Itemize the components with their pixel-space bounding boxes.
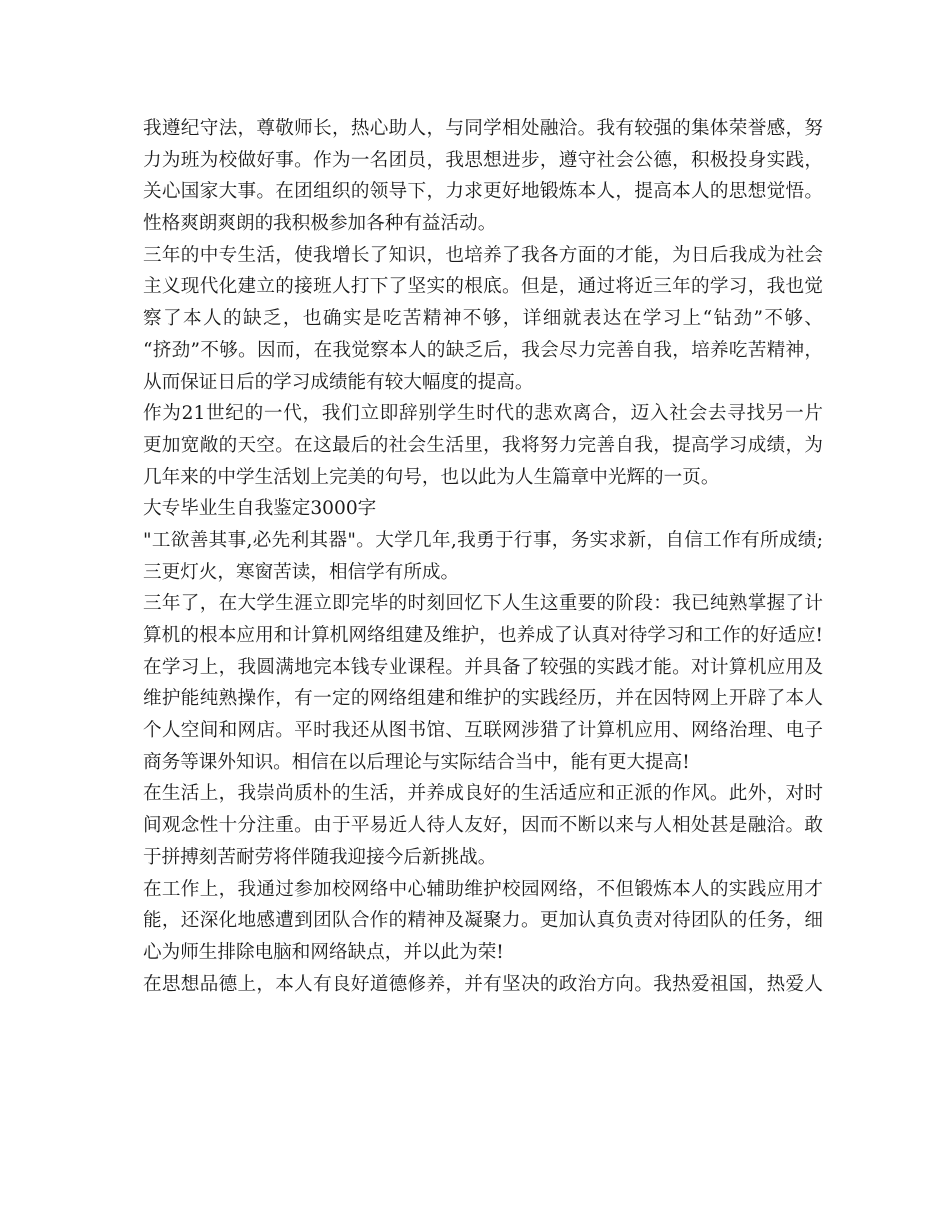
text-line: 力为班为校做好事。作为一名团员，我思想进步，遵守社会公德，积极投身实践， — [143, 149, 823, 171]
text-line: 个人空间和网店。平时我还从图书馆、互联网涉猎了计算机应用、网络治理、电子 — [143, 720, 823, 742]
text-line: 三更灯火，寒窗苦读，相信学有所成。 — [143, 561, 460, 583]
text-line: 主义现代化建立的接班人打下了坚实的根底。但是，通过将近三年的学习，我也觉 — [143, 276, 823, 298]
text-line: 在思想品德上，本人有良好道德修养，并有坚决的政治方向。我热爱祖国，热爱人 — [143, 973, 823, 995]
text-line: 于拼搏刻苦耐劳将伴随我迎接今后新挑战。 — [143, 846, 497, 868]
text-line: 更加宽敞的天空。在这最后的社会生活里，我将努力完善自我，提高学习成绩，为 — [143, 434, 823, 456]
text-line: “挤劲”不够。因而，在我觉察本人的缺乏后，我会尽力完善自我，培养吃苦精神， — [143, 339, 823, 361]
text-line: 关心国家大事。在团组织的领导下，力求更好地锻炼本人，提高本人的思想觉悟。 — [143, 181, 823, 203]
text-line: 在学习上，我圆满地完本钱专业课程。并具备了较强的实践才能。对计算机应用及 — [143, 656, 823, 678]
text-line: 三年的中专生活，使我增长了知识，也培养了我各方面的才能，为日后我成为社会 — [143, 244, 823, 266]
text-line: "工欲善其事,必先利其器"。大学几年,我勇于行事，务实求新，自信工作有所成绩; — [143, 529, 823, 551]
document-body — [143, 113, 823, 1000]
section-heading: 大专毕业生自我鉴定3000字 — [143, 498, 377, 520]
text-line: 从而保证日后的学习成绩能有较大幅度的提高。 — [143, 371, 534, 393]
text-line: 商务等课外知识。相信在以后理论与实际结合当中，能有更大提高! — [143, 751, 690, 773]
text-line: 作为21世纪的一代，我们立即辞别学生时代的悲欢离合，迈入社会去寻找另一片 — [143, 403, 823, 425]
text-line: 算机的根本应用和计算机网络组建及维护，也养成了认真对待学习和工作的好适应! — [143, 625, 823, 646]
text-line: 我遵纪守法，尊敬师长，热心助人，与同学相处融洽。我有较强的集体荣誉感，努 — [143, 118, 823, 139]
text-line: 三年了，在大学生涯立即完毕的时刻回忆下人生这重要的阶段：我已纯熟掌握了计 — [143, 593, 823, 615]
text-line: 心为师生排除电脑和网络缺点，并以此为荣! — [143, 941, 504, 963]
text-line: 性格爽朗爽朗的我积极参加各种有益活动。 — [143, 213, 497, 235]
text-line: 在工作上，我通过参加校网络中心辅助维护校园网络，不但锻炼本人的实践应用才 — [143, 878, 823, 900]
text-line: 维护能纯熟操作，有一定的网络组建和维护的实践经历，并在因特网上开辟了本人 — [143, 688, 823, 710]
text-line: 几年来的中学生活划上完美的句号，也以此为人生篇章中光辉的一页。 — [143, 466, 720, 488]
text-line: 间观念性十分注重。由于平易近人待人友好，因而不断以来与人相处甚是融洽。敢 — [143, 815, 823, 837]
text-line: 察了本人的缺乏，也确实是吃苦精神不够，详细就表达在学习上“钻劲”不够、 — [143, 308, 823, 330]
text-line: 能，还深化地感遭到团队合作的精神及凝聚力。更加认真负责对待团队的任务，细 — [143, 910, 823, 932]
text-line: 在生活上，我崇尚质朴的生活，并养成良好的生活适应和正派的作风。此外，对时 — [143, 783, 823, 805]
